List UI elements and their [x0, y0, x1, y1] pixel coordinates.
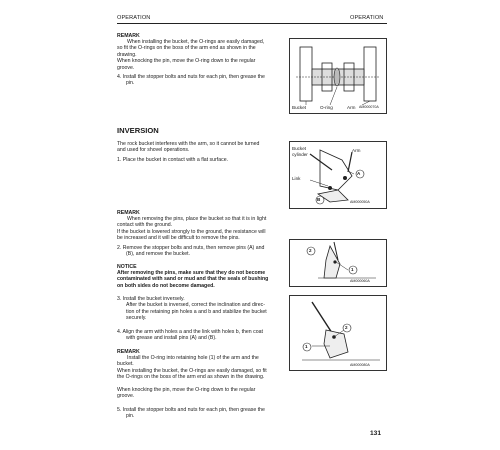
inversion-intro: [117, 141, 287, 154]
remark2-line: be increased and it will be difficult to remove the pins.: [117, 235, 240, 242]
figure-code: AM000080A: [350, 363, 370, 367]
remark1-line: When knocking the pin, move the O-ring down to the regular: [117, 58, 256, 65]
figure-code: AM000050A: [350, 200, 370, 204]
step4-top-line: 4. Install the stopper bolts and nuts for each pin, then grease the: [117, 74, 265, 80]
figure-code: AM000060A: [350, 279, 370, 283]
remark1-line: drawing.: [117, 51, 137, 58]
notice-line: on both sides do not become damaged.: [117, 282, 215, 289]
remark3-line: groove.: [117, 393, 135, 400]
remark3-line: bucket.: [117, 361, 134, 368]
oring-drawing: [290, 39, 386, 113]
label-bucket-cyl: Bucket: [292, 146, 307, 151]
remark2-line: When removing the pins, place the bucket so that it is in light: [127, 216, 267, 222]
remark3-line: the O-rings on the boss of the arm end as shown in the drawing.: [117, 374, 265, 381]
remark1-line: groove.: [117, 64, 135, 71]
remark3-line: When knocking the pin, move the O-ring down to the regular: [117, 386, 256, 393]
figure-oring-install: [289, 38, 387, 114]
header-right: OPERATION: [350, 15, 384, 21]
label-cylinder: cylinder: [292, 152, 308, 157]
label-bucket: Bucket: [292, 105, 307, 110]
step2: [117, 245, 287, 258]
step5-line: 5. Install the stopper bolts and nuts for each pin, then grease the: [117, 407, 265, 413]
step4-top: [117, 74, 287, 87]
remark2-title: REMARK: [117, 210, 140, 216]
marker-2: 2: [309, 248, 312, 253]
step3-line: 3. Install the bucket inversely.: [117, 296, 185, 302]
remark3-line: When installing the bucket, the O-rings are easily damaged, so fit: [117, 367, 267, 374]
label-arm2: Arm: [352, 148, 361, 153]
step5: [117, 407, 289, 420]
notice-line: contaminated with sand or mud and that the seals of bushing: [117, 276, 269, 283]
step4-top-line: pin.: [126, 80, 135, 87]
notice-body: [117, 270, 289, 289]
install-inverse-drawing: [290, 296, 386, 370]
remark1-line: so fit the O-rings on the boss of the arm end as shown in the: [117, 45, 256, 52]
figure-code: AM000070A: [359, 105, 379, 109]
header-left: OPERATION: [117, 15, 151, 21]
label-oring: O-ring: [320, 105, 333, 110]
notice-line: After removing the pins, make sure that they do not become: [117, 270, 266, 276]
marker-b: B: [317, 197, 321, 202]
marker-1: 1: [305, 344, 308, 349]
step3: [117, 296, 289, 322]
step2-line: (B), and remove the bucket.: [126, 251, 191, 258]
remark3-title: REMARK: [117, 349, 140, 355]
step3-line: After the bucket is inversed, correct the inclination and direc-: [126, 302, 265, 309]
remark2-line: If the bucket is lowered strongly to the ground, the resistance will: [117, 228, 266, 235]
inversion-step1: 1. Place the bucket in contact with a flat surface.: [117, 157, 229, 163]
figure-bucket-link: [289, 141, 387, 209]
step3-line: securely.: [126, 315, 147, 322]
label-arm: Arm: [347, 105, 356, 110]
step5-line: pin.: [126, 413, 135, 420]
page-number: 131: [370, 430, 382, 437]
figure-remove-pins: [289, 239, 387, 287]
step4-line: 4. Align the arm with holes a and the link with holes b, then coat: [117, 329, 263, 335]
remark2-body: [117, 216, 287, 242]
step2-line: 2. Remove the stopper bolts and nuts, then remove pins (A) and: [117, 245, 265, 251]
marker-1: 1: [351, 267, 354, 272]
remark1-line: When installing the bucket, the O-rings are easily damaged,: [127, 39, 265, 45]
notice-title: NOTICE: [117, 264, 137, 270]
section-title-inversion: INVERSION: [117, 126, 159, 135]
step3-line: tion of the retaining pin holes a and b and stabilize the bucket: [126, 308, 267, 315]
remove-pins-drawing: [290, 240, 386, 286]
remark2-line: contact with the ground.: [117, 222, 173, 229]
figure-install-inverse: [289, 295, 387, 371]
remark3-line: Install the O-ring into retaining hole (1) of the arm and the: [127, 355, 259, 361]
remark1-title: REMARK: [117, 33, 140, 39]
inversion-intro-line: and used for shovel operations.: [117, 147, 190, 154]
remark1-body: [117, 39, 282, 71]
inversion-intro-line: The rock bucket interferes with the arm, so it cannot be turned: [117, 141, 260, 147]
step4-line: with grease and install pins (A) and (B).: [126, 335, 217, 342]
label-link: Link: [292, 176, 301, 181]
marker-2: 2: [345, 325, 348, 330]
header-rule: [117, 23, 387, 24]
remark3-body: [117, 355, 289, 399]
step4: [117, 329, 289, 342]
marker-a: A: [357, 171, 361, 176]
